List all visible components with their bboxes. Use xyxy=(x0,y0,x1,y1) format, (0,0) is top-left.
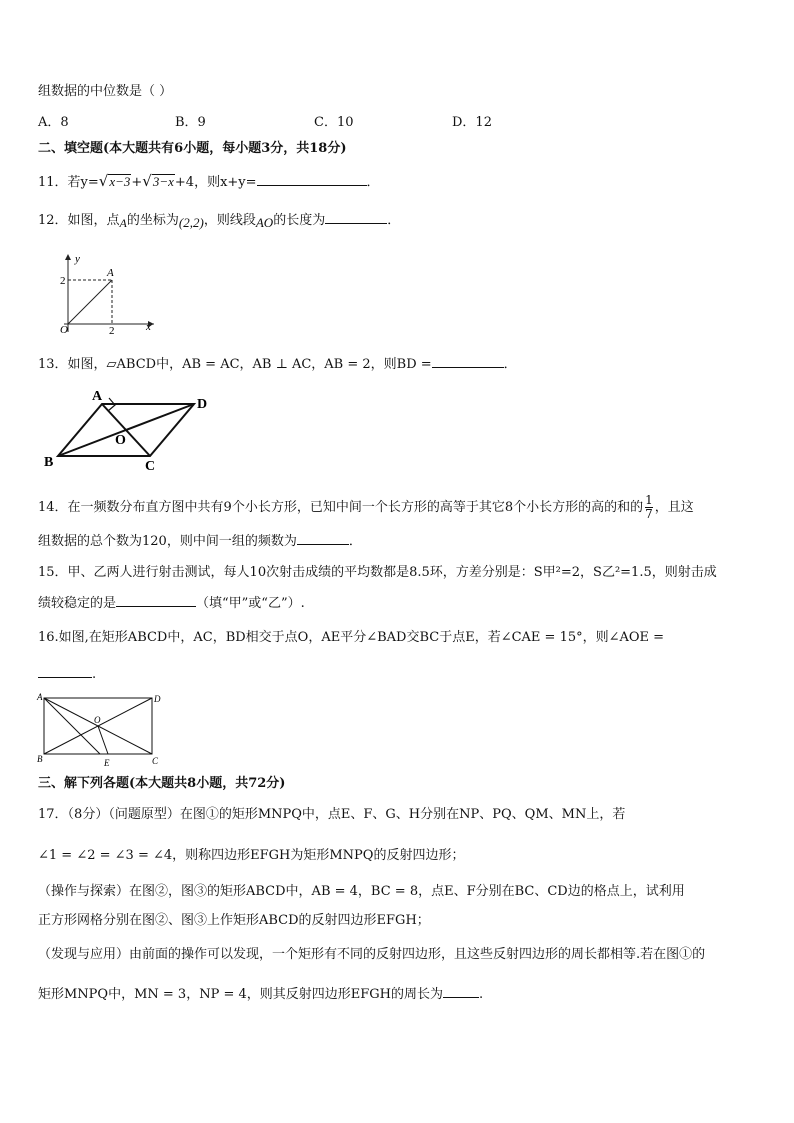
q16-rectangle-figure xyxy=(34,692,164,768)
q16-line-1: 16.如图,在矩形ABCD中，AC，BD相交于点O，AE平分∠BAD交BC于点E，若∠CAE = 15°，则∠AOE = xyxy=(38,630,665,645)
q16-fig-label-o: O xyxy=(94,715,101,725)
q16-fig-label-b: B xyxy=(37,754,43,764)
q12-fig-origin-label: O xyxy=(60,324,68,336)
q17-line-6-text: 矩形MNPQ中，MN = 3，NP = 4，则其反射四边形EFGH的周长为 xyxy=(38,987,443,1002)
q12-end: ． xyxy=(387,213,401,228)
q10-option-d: D．12 xyxy=(452,115,492,130)
q16-fig-label-a: A xyxy=(37,692,43,702)
q12-fig-x-label: x xyxy=(146,321,151,333)
q17-line-5: （发现与应用）由前面的操作可以发现，一个矩形有不同的反射四边形，且这些反射四边形的周长都相等.若在图①的 xyxy=(38,947,706,962)
q14-line-1-text: 14．在一频数分布直方图中共有9个小长方形，已知中间一个长方形的高等于其它8个小长方形的高的和的 xyxy=(38,500,644,515)
q17-line-4: 正方形网格分别在图②、图③上作矩形ABCD的反射四边形EFGH； xyxy=(38,913,430,928)
q13-end: ． xyxy=(503,357,517,372)
q12-fig-y-label: y xyxy=(75,253,80,265)
q12-part-1: 12．如图，点 xyxy=(38,213,120,228)
q10-stem-tail: 组数据的中位数是（ ） xyxy=(38,84,173,99)
q10-option-a: A．8 xyxy=(38,115,69,130)
q11-tail: +4，则x+y= xyxy=(174,175,257,190)
q16-fig-label-d: D xyxy=(154,694,161,704)
q10-option-c: C．10 xyxy=(314,115,354,130)
q16-line-2 xyxy=(38,665,96,683)
q12-answer-blank[interactable] xyxy=(325,211,387,224)
q15-line-2-text: 绩较稳定的是 xyxy=(38,596,117,611)
q12-coord: (2,2) xyxy=(178,215,204,230)
q13-answer-blank[interactable] xyxy=(432,355,504,368)
q11: 11．若y=√x−3+√3−x+4，则x+y= ． xyxy=(38,172,380,190)
q12-part-4: 的长度为 xyxy=(273,213,326,228)
q15-answer-blank[interactable] xyxy=(116,594,196,607)
section-2-title: 二、填空题(本大题共有6小题，每小题3分，共18分) xyxy=(38,141,347,156)
q17-line-2: ∠1 = ∠2 = ∠3 = ∠4，则称四边形EFGH为矩形MNPQ的反射四边形； xyxy=(38,848,465,863)
q14-end: ． xyxy=(348,534,362,549)
q10-option-b: B．9 xyxy=(175,115,206,130)
q16-end: . xyxy=(92,667,97,682)
q17-end: . xyxy=(479,987,484,1002)
q14-line-1 xyxy=(38,494,694,521)
q13 xyxy=(38,355,517,373)
q11-answer-blank[interactable] xyxy=(257,173,367,186)
q16-fig-label-e: E xyxy=(104,758,110,768)
q14-frac-den: 7 xyxy=(645,507,653,521)
q14-line-2-text: 组数据的总个数为120，则中间一组的频数为 xyxy=(38,534,297,549)
q17-line-6 xyxy=(38,985,483,1003)
q16-answer-blank[interactable] xyxy=(38,665,92,678)
q10-options xyxy=(38,115,738,131)
q12-coordinate-figure xyxy=(46,250,166,336)
q13-fig-label-a: A xyxy=(92,389,103,404)
q12-fig-tick-y: 2 xyxy=(60,275,66,287)
q12-part-2: 的坐标为 xyxy=(126,213,179,228)
q13-fig-label-d: D xyxy=(197,397,208,412)
q17-answer-blank[interactable] xyxy=(443,985,479,998)
q12-segment: AO xyxy=(255,215,274,230)
q17-line-1: 17．（8分）（问题原型）在图①的矩形MNPQ中，点E、F、G、H分别在NP、PQ、QM、MN上，若 xyxy=(38,807,626,822)
q11-end: ． xyxy=(366,175,380,190)
q14-fraction xyxy=(645,494,653,521)
q13-fig-label-o: O xyxy=(115,433,126,448)
q14-answer-blank[interactable] xyxy=(297,532,349,545)
q12-fig-tick-x: 2 xyxy=(109,325,115,336)
q14-line-1-tail: ，且这 xyxy=(654,500,694,515)
q11-prefix: 11．若y= xyxy=(38,175,99,190)
q16-fig-label-c: C xyxy=(152,756,159,766)
q13-text: 13．如图，▱ABCD中，AB = AC，AB ⊥ AC，AB = 2，则BD = xyxy=(38,357,432,372)
q12-fig-point-label: A xyxy=(107,267,114,279)
q15-line-1: 15．甲、乙两人进行射击测试，每人10次射击成绩的平均数都是8.5环，方差分别是：S甲²=2，S乙²=1.5，则射击成 xyxy=(38,565,717,580)
q13-parallelogram-figure xyxy=(36,384,226,476)
q15-line-2-tail: （填“甲”或“乙”）. xyxy=(196,596,305,611)
q11-sqrt-1: x−3 xyxy=(109,174,131,189)
q17-line-3: （操作与探索）在图②，图③的矩形ABCD中，AB = 4，BC = 8，点E、F分别在BC、CD边的格点上，试利用 xyxy=(38,884,685,899)
q15-line-2 xyxy=(38,594,305,612)
q12-point-a: A xyxy=(119,216,127,230)
q13-fig-label-b: B xyxy=(44,455,54,470)
q12-part-3: ，则线段 xyxy=(203,213,256,228)
section-3-title: 三、解下列各题(本大题共8小题，共72分) xyxy=(38,776,286,791)
q14-frac-num: 1 xyxy=(645,493,653,507)
q14-line-2 xyxy=(38,532,362,550)
q13-fig-label-c: C xyxy=(145,459,156,474)
q12 xyxy=(38,211,400,229)
q11-sqrt-2: 3−x xyxy=(152,174,174,189)
q11-plus: + xyxy=(131,175,143,190)
